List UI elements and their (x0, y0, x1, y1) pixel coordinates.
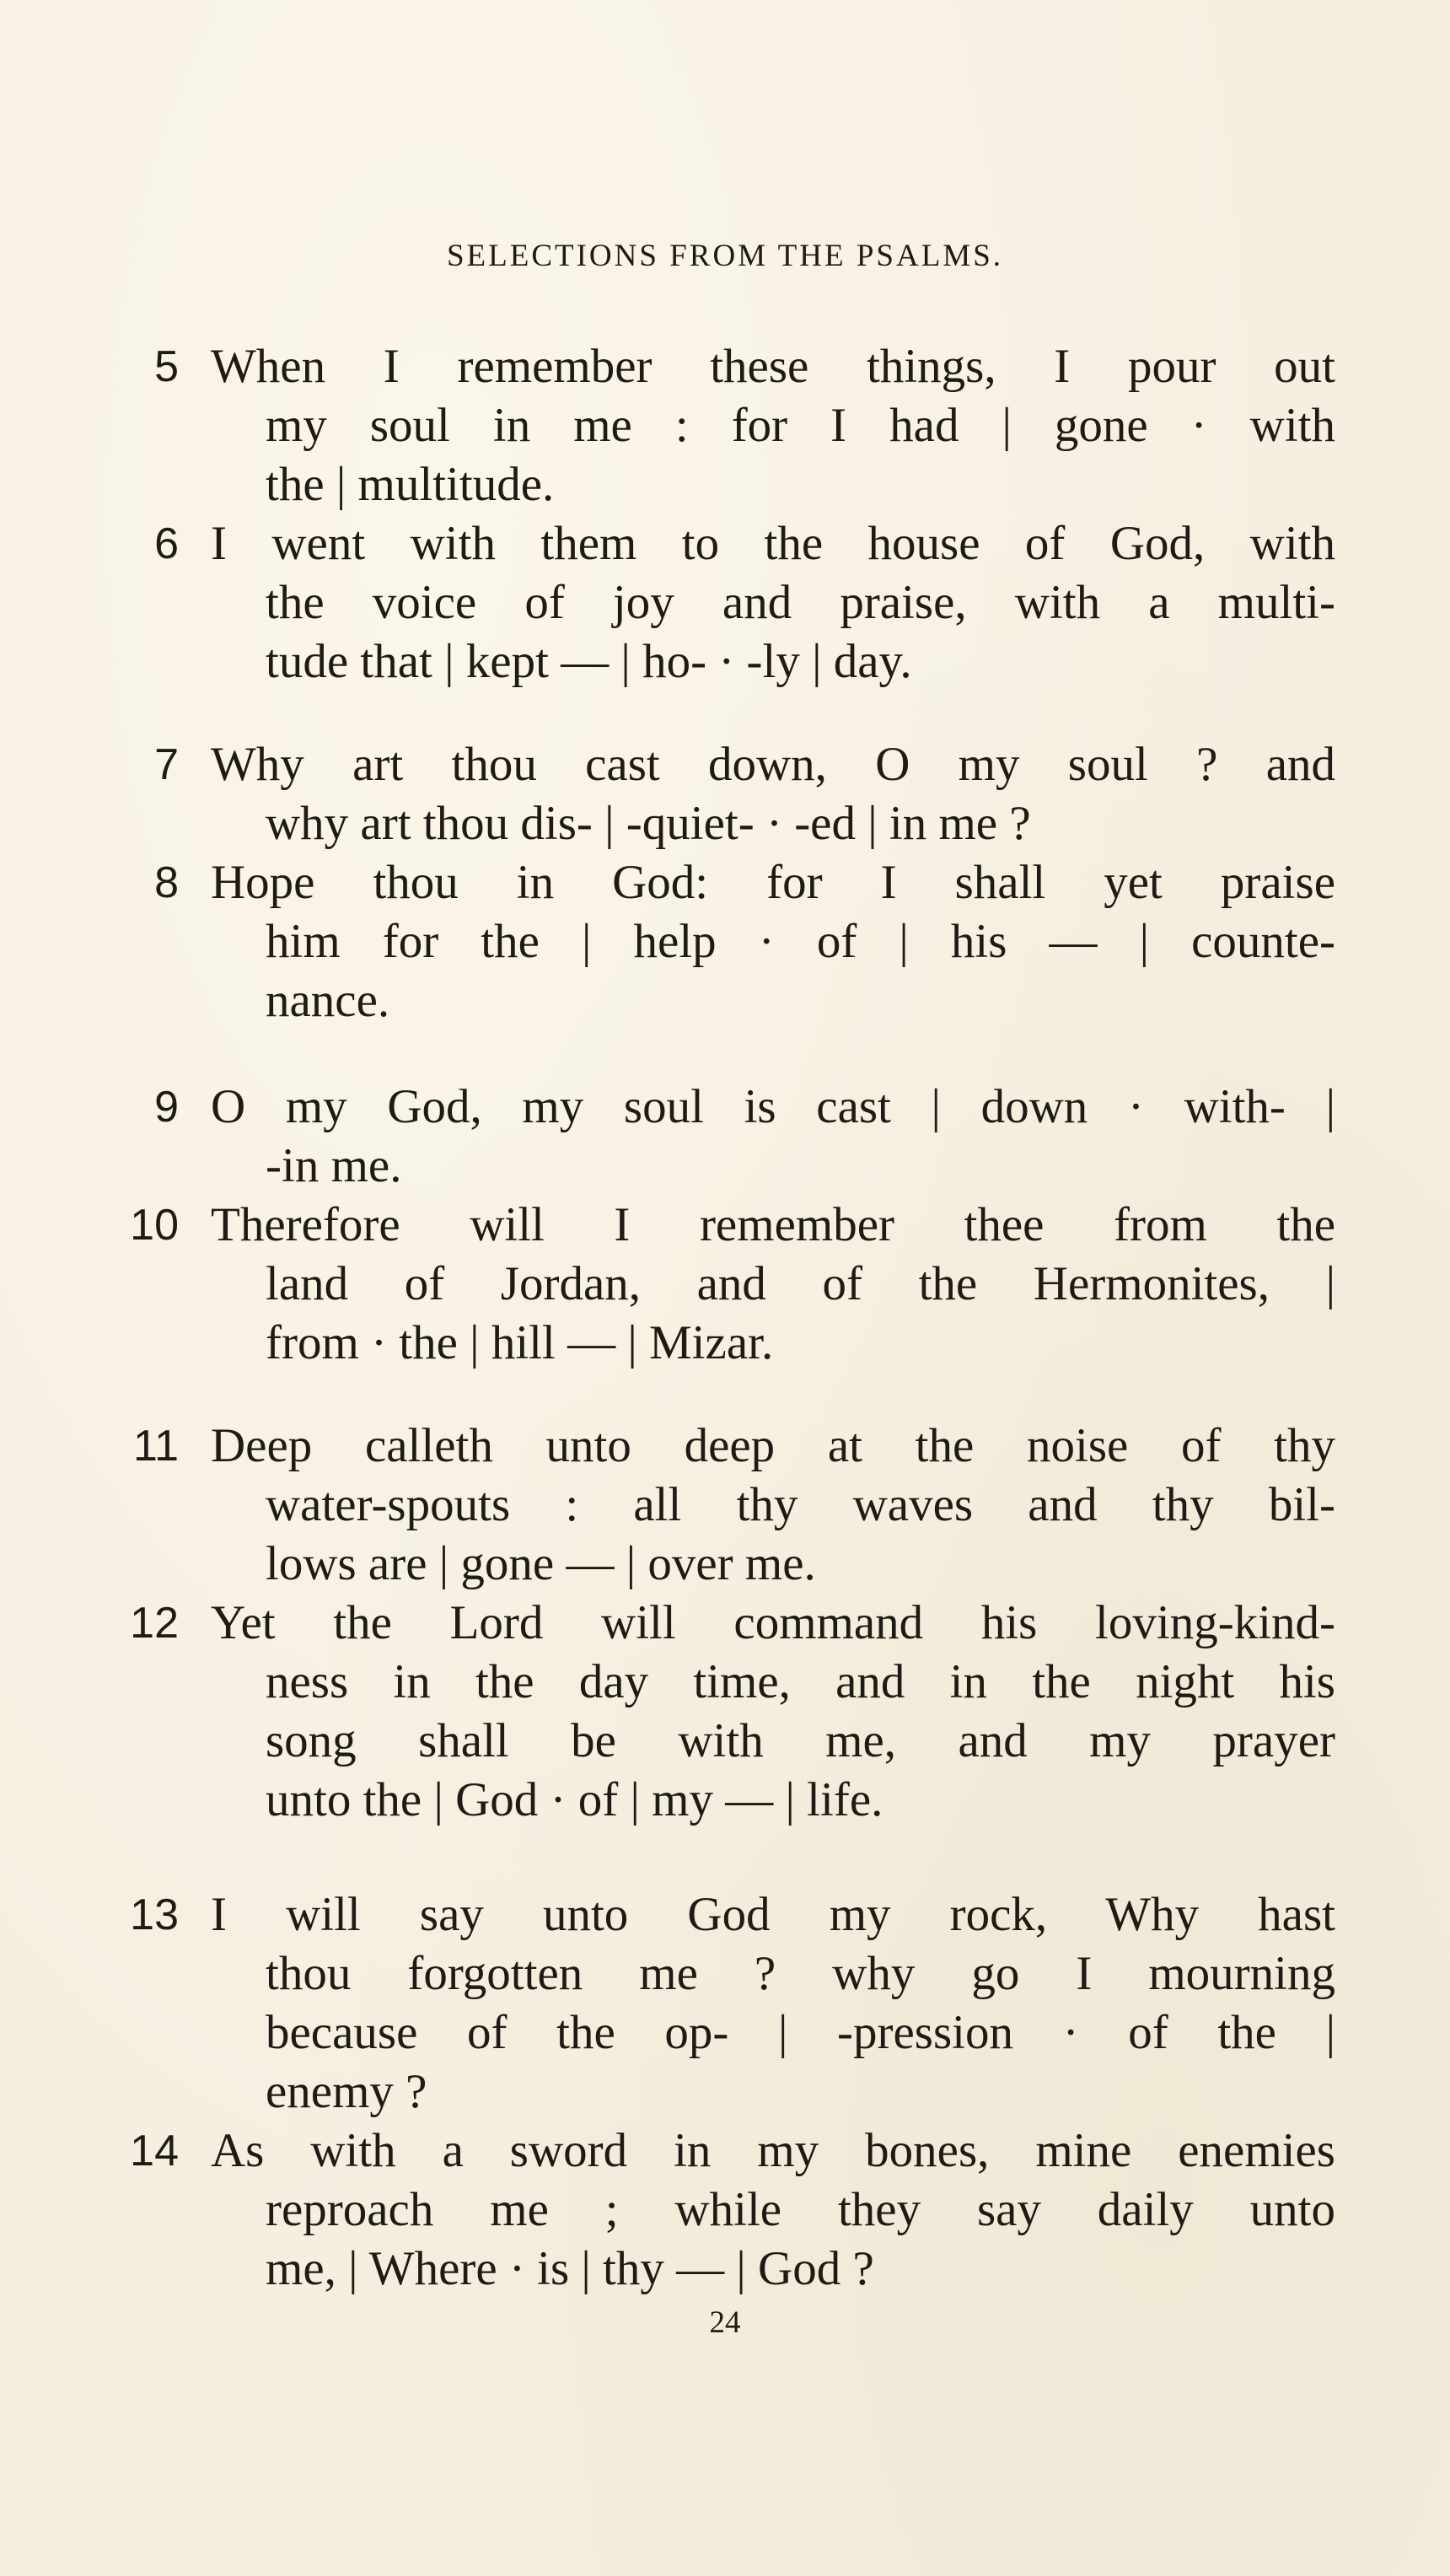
verse-line: enemy ? (266, 2065, 427, 2118)
verse-line: from · the | hill — | Mizar. (266, 1316, 774, 1369)
verse-line: I will say unto God my rock, Why hast (211, 1888, 1335, 1941)
verse-line: I went with them to the house of God, with (211, 517, 1335, 570)
verse-number: 11 (133, 1422, 179, 1471)
verse-line: reproach me ; while they say daily unto (266, 2183, 1335, 2236)
verse-line: ness in the day time, and in the night his (266, 1655, 1335, 1708)
verse-line: thou forgotten me ? why go I mourning (266, 1947, 1335, 2000)
verse-line: why art thou dis- | -quiet- · -ed | in me ? (266, 797, 1031, 850)
verse-line: As with a sword in my bones, mine enemies (211, 2124, 1335, 2177)
verse-line: O my God, my soul is cast | down · with- | (211, 1080, 1335, 1133)
verse-line: When I remember these things, I pour out (211, 340, 1335, 393)
verse-number: 9 (154, 1083, 179, 1132)
verse-number: 10 (130, 1201, 179, 1250)
verse-number: 7 (154, 740, 179, 789)
verse-line: him for the | help · of | his — | counte- (266, 915, 1335, 968)
verse-number: 8 (154, 858, 179, 907)
verse-line: Hope thou in God: for I shall yet praise (211, 856, 1335, 909)
verse-line: song shall be with me, and my prayer (266, 1714, 1335, 1767)
running-head: SELECTIONS FROM THE PSALMS. (446, 239, 1004, 273)
verse-number: 12 (130, 1599, 179, 1648)
verse-line: Yet the Lord will command his loving-kind- (211, 1596, 1335, 1649)
verse-line: nance. (266, 974, 390, 1027)
verse-line: the | multitude. (266, 458, 555, 511)
verse-line: me, | Where · is | thy — | God ? (266, 2242, 874, 2295)
verse-number: 5 (154, 342, 179, 391)
verse-number: 6 (154, 519, 179, 568)
verse-line: unto the | God · of | my — | life. (266, 1773, 883, 1826)
verse-line: my soul in me : for I had | gone · with (266, 399, 1335, 452)
verse-line: Deep calleth unto deep at the noise of thy (211, 1419, 1335, 1472)
verse-number: 14 (130, 2127, 179, 2175)
verse-line: water-spouts : all thy waves and thy bil- (266, 1478, 1335, 1531)
verse-line: Therefore will I remember thee from the (211, 1198, 1335, 1251)
verse-number: 13 (130, 1890, 179, 1939)
verse-line: the voice of joy and praise, with a multi- (266, 576, 1335, 629)
verse-line: tude that | kept — | ho- · -ly | day. (266, 635, 912, 688)
verse-line: because of the op- | -pression · of the | (266, 2006, 1335, 2059)
verse-line: Why art thou cast down, O my soul ? and (211, 738, 1335, 791)
verse-line: lows are | gone — | over me. (266, 1537, 816, 1590)
verse-line: land of Jordan, and of the Hermonites, | (266, 1257, 1335, 1310)
verse-line: -in me. (266, 1139, 402, 1192)
page-number: 24 (709, 2305, 741, 2340)
